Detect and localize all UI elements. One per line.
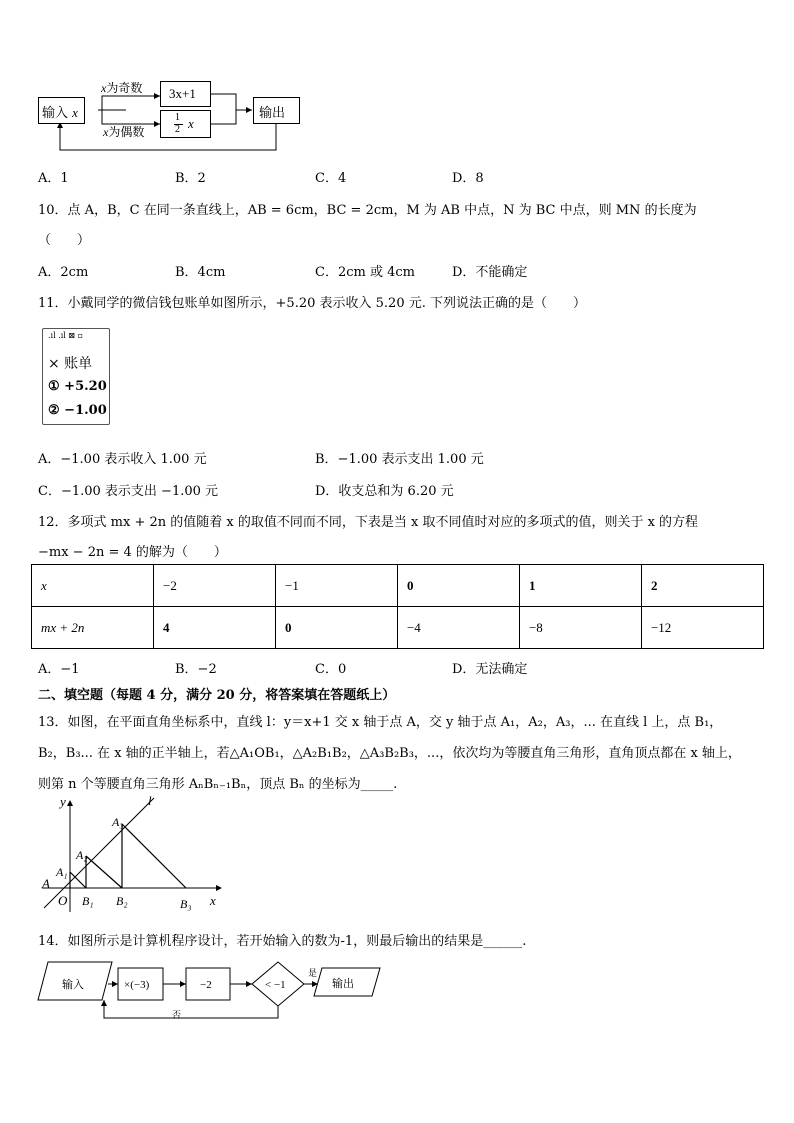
q13-stem-line3: 则第 n 个等腰直角三角形 AₙBₙ₋₁Bₙ，顶点 Bₙ 的坐标为_____. (38, 777, 398, 792)
q13-stem-line2: B₂，B₃... 在 x 轴的正半轴上，若△A₁OB₁，△A₂B₁B₂，△A₃B₂B₃，...，依次均为等腰直角三角形，直角顶点都在 x 轴上， (38, 746, 741, 761)
label-a1: A₁ (56, 865, 68, 879)
table-cell: 4 (154, 607, 276, 649)
q10-option-b: B．4cm (175, 265, 226, 280)
flow2-output-label: 输出 (332, 977, 354, 990)
q14-flowchart (36, 958, 386, 1024)
table-cell: 2 (641, 565, 763, 607)
label-b2: B₂ (116, 894, 128, 908)
q9-option-c: C．4 (315, 171, 347, 186)
flow1-output-box: 输出 (253, 97, 300, 124)
table-cell: 1 (519, 565, 641, 607)
table-cell: mx + 2n (32, 607, 154, 649)
table-cell: −1 (275, 565, 397, 607)
label-y: y (60, 794, 66, 809)
q11-option-c: C．−1.00 表示支出 −1.00 元 (38, 484, 219, 499)
phone-row-2: ② −1.00 (48, 403, 107, 418)
table-cell: −8 (519, 607, 641, 649)
table-row (32, 607, 764, 649)
q12-option-b: B．−2 (175, 662, 217, 677)
q13-stem-line1: 13．如图，在平面直角坐标系中，直线 l：y＝x+1 交 x 轴于点 A，交 y 轴于点 A₁，A₂，A₃，... 在直线 l 上，点 B₁， (38, 715, 723, 730)
table-cell: −4 (397, 607, 519, 649)
phone-row-1: ① +5.20 (48, 379, 107, 394)
flow1-odd-label: x为奇数 (101, 81, 143, 95)
label-o: O (58, 893, 68, 908)
q11-option-d: D．收支总和为 6.20 元 (315, 484, 454, 499)
flow2-mul-label: ×(−3) (124, 979, 150, 991)
q14-stem: 14．如图所示是计算机程序设计，若开始输入的数为-1，则最后输出的结果是______. (38, 934, 527, 949)
q10-option-a: A．2cm (38, 265, 89, 280)
flow1-input-box (38, 97, 85, 124)
label-b3: B₃ (180, 897, 192, 911)
q9-option-d: D．8 (452, 171, 484, 186)
table-cell: −12 (641, 607, 763, 649)
q10-stem-line2: （ ） (38, 233, 91, 248)
label-l: l (148, 793, 152, 808)
flow2-cond-label: < −1 (265, 979, 286, 991)
phone-title: × 账单 (48, 356, 93, 372)
q11-option-a: A．−1.00 表示收入 1.00 元 (38, 452, 207, 467)
flow1-input-label: 输入 x (42, 105, 78, 121)
q12-stem-line2: −mx − 2n = 4 的解为（ ） (38, 545, 227, 560)
phone-status-bar: ᠋.ıl ᠋.ıl ⊠ ▫ (48, 331, 84, 340)
table-cell: x (32, 565, 154, 607)
flow1-even-box: 1 2 x (160, 110, 211, 138)
q10-stem-line1: 10．点 A，B，C 在同一条直线上，AB = 6cm，BC = 2cm，M 为 AB 中点，N 为 BC 中点，则 MN 的长度为 (38, 203, 697, 218)
flow2-yes-label: 是 (308, 969, 318, 979)
q9-option-b: B．2 (175, 171, 206, 186)
table-row (32, 565, 764, 607)
q11-stem: 11．小戴同学的微信钱包账单如图所示，+5.20 表示收入 5.20 元. 下列说法正确的是（ ） (38, 296, 586, 311)
q12-stem-line1: 12．多项式 mx + 2n 的值随着 x 的取值不同而不同，下表是当 x 取不同值时对应的多项式的值，则关于 x 的方程 (38, 515, 699, 530)
flow2-no-label: 否 (172, 1011, 182, 1021)
q11-option-b: B．−1.00 表示支出 1.00 元 (315, 452, 484, 467)
q10-option-d: D．不能确定 (452, 265, 528, 280)
q12-option-d: D．无法确定 (452, 662, 528, 677)
label-a2: A₂ (76, 848, 88, 862)
flow1-odd-box: 3x+1 (160, 81, 211, 107)
label-x: x (210, 893, 216, 908)
q9-option-a: A．1 (38, 171, 69, 186)
q10-option-c: C．2cm 或 4cm (315, 265, 415, 280)
section-heading: 二、填空题（每题 4 分，满分 20 分，将答案填在答题纸上） (38, 688, 396, 703)
flow2-input-label: 输入 (62, 978, 84, 991)
flow1-even-label: x为偶数 (103, 125, 145, 139)
label-a3: A₃ (112, 815, 124, 829)
wechat-bill-image (42, 328, 110, 425)
table-cell: −2 (154, 565, 276, 607)
table-cell: 0 (275, 607, 397, 649)
label-b1: B₁ (82, 894, 94, 908)
q12-value-table (31, 564, 764, 649)
q12-option-a: A．−1 (38, 662, 80, 677)
q12-option-c: C．0 (315, 662, 347, 677)
label-a: A (42, 876, 50, 891)
table-cell: 0 (397, 565, 519, 607)
flow2-sub-label: −2 (200, 979, 212, 991)
q13-coordinate-figure (36, 792, 236, 916)
